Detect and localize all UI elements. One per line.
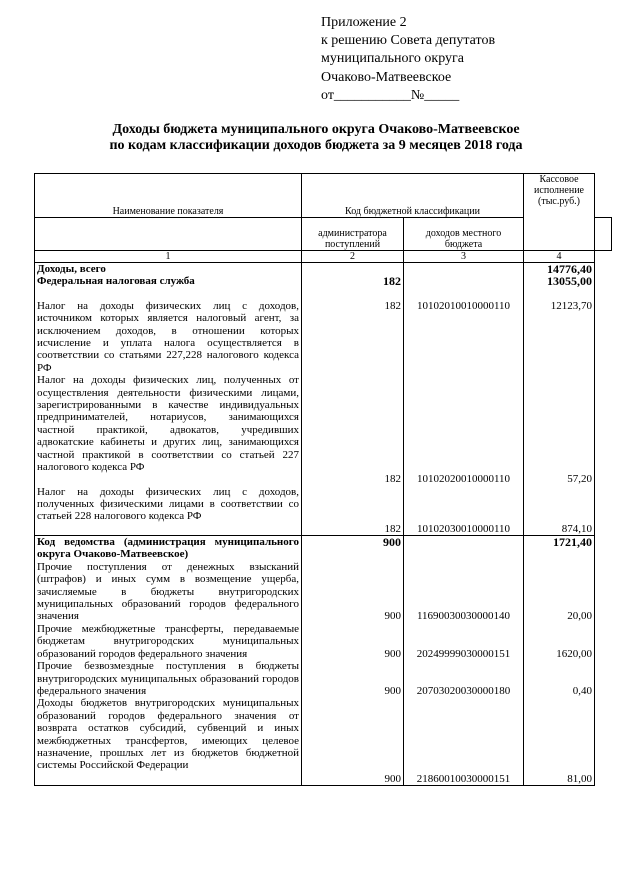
local-codes [404, 263, 524, 536]
appendix-line: Очаково-Матвеевское [321, 69, 452, 85]
budget-code: 21860010030000151 [416, 772, 511, 785]
admin-code: 900 [384, 772, 401, 785]
total-value: 14776,40 [547, 262, 593, 276]
admin-code: 900 [384, 610, 401, 623]
cash-value: 57,20 [567, 473, 593, 486]
appendix-block [321, 14, 495, 105]
fns-name: Федеральная налоговая служба [37, 275, 195, 288]
header-num: 4 [524, 251, 595, 263]
header-num: 1 [35, 251, 302, 263]
dept-admin: 900 [383, 535, 401, 550]
budget-code: 10102010010000110 [416, 299, 511, 312]
appendix-line: муниципального округа [321, 51, 464, 67]
admin-codes [302, 263, 404, 536]
budget-code: 20703020030000180 [416, 685, 511, 698]
header-local: доходов местного бюджета [404, 218, 524, 251]
appendix-date-number: от___________№_____ [321, 87, 460, 103]
admin-code: 182 [384, 299, 401, 312]
cash-value: 0,40 [572, 685, 593, 698]
admin-code: 182 [384, 473, 401, 486]
income-name: Прочие поступления от денежных взысканий (штрафов) и иных сумм в возмещение ущерба, зачисляемые в бюджеты внутригородских муниципальных образований городов федерального значения [37, 560, 299, 623]
cash-value: 1620,00 [556, 647, 593, 660]
total-label: Доходы, всего [37, 263, 106, 275]
header-admin: администратора поступлений [302, 218, 404, 251]
income-name: Прочие межбюджетные трансферты, передаваемые бюджетам внутригородских муниципальных образований городов федерального значения [37, 622, 299, 660]
title-line: Доходы бюджета муниципального округа Очаково-Матвеевское [112, 122, 520, 137]
header-num: 2 [302, 251, 404, 263]
title-line: по кодам классификации доходов бюджета за 9 месяцев 2018 года [109, 138, 523, 153]
cash-value: 874,10 [561, 522, 593, 535]
income-name: Налог на доходы физических лиц, полученных от осуществления деятельности физическими лицами, зарегистрированными в качестве индивидуальных предпринимателей, нотариусов, занимающихся частной практикой, адвокатов, учредивших адвокатские кабинеты и других лиц, занимающихся частной практикой в соответствии со статьей 227 налогового кодекса РФ [37, 374, 299, 474]
local-codes [404, 536, 524, 786]
budget-code: 10102030010000110 [416, 522, 511, 535]
table-row [35, 263, 612, 536]
fns-admin: 182 [383, 274, 401, 289]
header-empty [595, 218, 612, 251]
appendix-line: к решению Совета депутатов [321, 33, 496, 49]
income-name: Налог на доходы физических лиц с доходов, источником которых является налоговый агент, за исключением доходов, в отношении которых исчисление и уплата налога осуществляется в соответствии со статьями 227,228 налогового кодекса РФ [37, 299, 299, 374]
cash-values [524, 263, 595, 536]
income-table [34, 173, 612, 786]
admin-code: 182 [384, 522, 401, 535]
cash-value: 81,00 [567, 772, 593, 785]
budget-code: 11690030030000140 [416, 610, 511, 623]
header-cash: Кассовое исполнение (тыс.руб.) [524, 174, 595, 251]
cash-value: 20,00 [567, 610, 593, 623]
fns-value: 13055,00 [547, 274, 593, 289]
admin-code: 900 [384, 685, 401, 698]
header-name: Наименование показателя [35, 174, 302, 218]
appendix-line: Приложение 2 [321, 15, 407, 30]
dept-name: Код ведомства (администрация муниципального округа Очаково-Матвеевское) [37, 536, 299, 561]
income-name: Прочие безвозмездные поступления в бюджеты внутригородских муниципальных образований городов федерального значения [37, 660, 299, 697]
document-title [0, 122, 632, 154]
dept-value: 1721,40 [553, 535, 593, 550]
header-empty [35, 218, 302, 251]
budget-code: 10102020010000110 [416, 473, 511, 486]
income-name: Доходы бюджетов внутригородских муниципальных образований городов федерального значения от возврата остатков субсидий, субвенций и иных межбюджетных трансфертов, имеющих целевое назначение, прошлых лет из бюджетов бюджетной системы Российской Федерации [37, 697, 299, 772]
admin-codes [302, 536, 404, 786]
cash-value: 12123,70 [550, 299, 593, 312]
income-name: Налог на доходы физических лиц с доходов, полученных физическими лицами в соответствии со статьей 228 налогового кодекса РФ [37, 485, 299, 523]
table-row [35, 536, 612, 786]
admin-code: 900 [384, 647, 401, 660]
header-code: Код бюджетной классификации [302, 174, 524, 218]
cash-values [524, 536, 595, 786]
section-names [35, 536, 302, 786]
section-names [35, 263, 302, 536]
budget-code: 20249999030000151 [416, 647, 511, 660]
header-num: 3 [404, 251, 524, 263]
